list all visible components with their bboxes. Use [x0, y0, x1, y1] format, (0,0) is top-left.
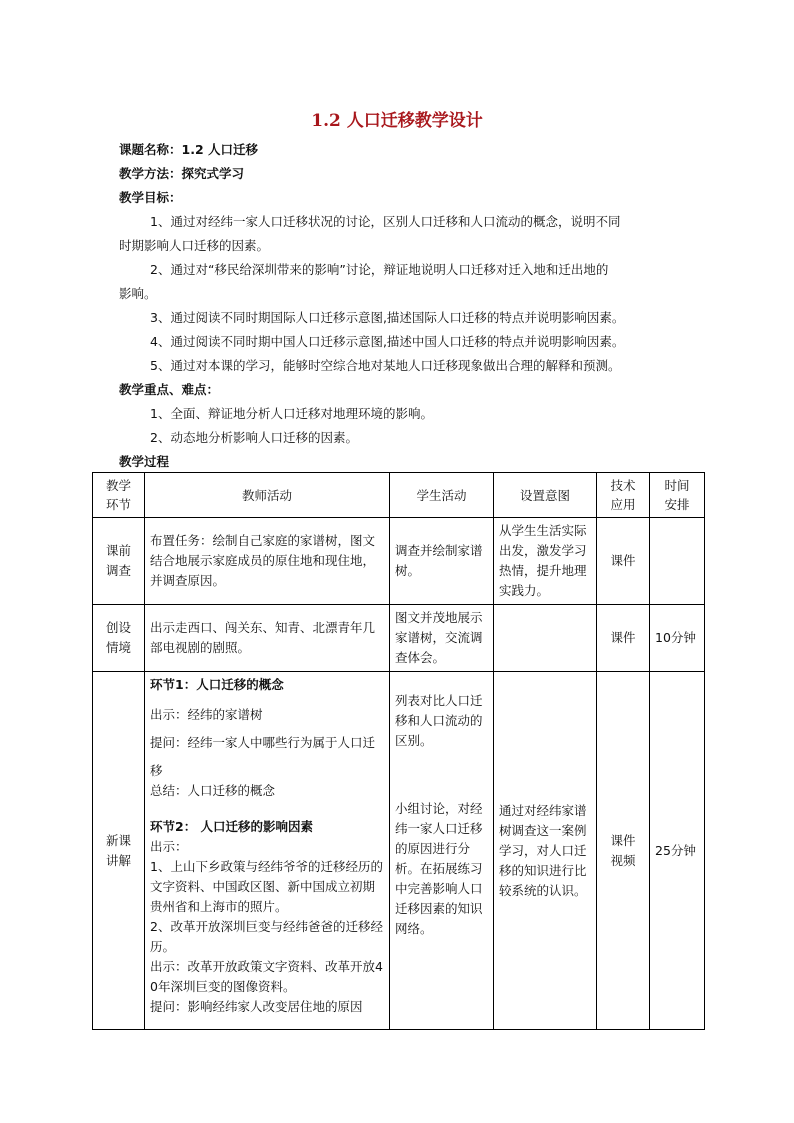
teacher-line: 总结：人口迁移的概念	[150, 783, 276, 798]
student-cell: 调查并绘制家谱树。	[390, 518, 494, 605]
goal-line: 影响。	[119, 286, 157, 301]
teacher-line: 提问：影响经纬家人改变居住地的原因	[150, 999, 363, 1014]
header-tech: 技术 应用	[597, 473, 650, 518]
goal-line: 1、通过对经纬一家人口迁移状况的讨论，区别人口迁移和人口流动的概念，说明不同	[150, 214, 621, 229]
time-cell: 10分钟	[650, 605, 705, 672]
table-row	[93, 605, 705, 672]
goal-line: 2、通过对“移民给深圳带来的影响”讨论，辩证地说明人口迁移对迁入地和迁出地的	[150, 262, 609, 277]
goal-line: 3、通过阅读不同时期国际人口迁移示意图,描述国际人口迁移的特点并说明影响因素。	[150, 310, 625, 325]
process-heading: 教学过程	[119, 454, 170, 469]
header-student: 学生活动	[390, 473, 494, 518]
section-title: 环节1：人口迁移的概念	[150, 677, 284, 692]
method-line: 教学方法：探究式学习	[119, 166, 245, 181]
table-row	[93, 672, 705, 1030]
teacher-line: 提问：经纬一家人中哪些行为属于人口迁移	[150, 735, 376, 778]
table-header-row	[93, 473, 705, 518]
teacher-cell	[145, 672, 390, 1030]
time-cell	[650, 518, 705, 605]
stage-cell: 创设 情境	[93, 605, 145, 672]
goals-heading: 教学目标：	[119, 190, 182, 205]
goal-line: 4、通过阅读不同时期中国人口迁移示意图,描述中国人口迁移的特点并说明影响因素。	[150, 334, 625, 349]
key-line: 1、全面、辩证地分析人口迁移对地理环境的影响。	[150, 406, 433, 421]
header-stage: 教学 环节	[93, 473, 145, 518]
goal-line: 时期影响人口迁移的因素。	[119, 238, 270, 253]
time-cell: 25分钟	[650, 672, 705, 1030]
topic-line: 课题名称：1.2 人口迁移	[119, 142, 258, 157]
header-intent: 设置意图	[494, 473, 597, 518]
stage-cell: 新课 讲解	[93, 672, 145, 1030]
section-body	[150, 701, 384, 801]
teacher-cell: 布置任务：绘制自己家庭的家谱树，图文结合地展示家庭成员的原住地和现住地，并调查原因。	[145, 518, 390, 605]
student-text: 小组讨论，对经纬一家人口迁移的原因进行分析。在拓展练习中完善影响人口迁移因素的知识网络。	[395, 801, 483, 936]
header-time: 时间 安排	[650, 473, 705, 518]
teacher-line: 出示：经纬的家谱树	[150, 707, 263, 722]
intent-cell: 从学生生活实际出发，激发学习热情，提升地理实践力。	[494, 518, 597, 605]
student-cell: 图文并茂地展示家谱树，交流调查体会。	[390, 605, 494, 672]
intent-cell	[494, 605, 597, 672]
tech-cell: 课件 视频	[597, 672, 650, 1030]
teacher-line: 出示：	[150, 839, 188, 854]
stage-cell: 课前 调查	[93, 518, 145, 605]
tech-cell: 课件	[597, 518, 650, 605]
teacher-line: 2、改革开放深圳巨变与经纬爸爸的迁移经历。	[150, 919, 383, 954]
teacher-cell: 出示走西口、闯关东、知青、北漂青年几部电视剧的剧照。	[145, 605, 390, 672]
tech-cell: 课件	[597, 605, 650, 672]
teacher-line: 出示：改革开放政策文字资料、改革开放40年深圳巨变的图像资料。	[150, 959, 383, 994]
student-text: 列表对比人口迁移和人口流动的区别。	[395, 693, 483, 748]
document-title: 1.2 人口迁移教学设计	[311, 111, 483, 131]
table-row	[93, 518, 705, 605]
section-title: 环节2： 人口迁移的影响因素	[150, 819, 314, 834]
key-heading: 教学重点、难点：	[119, 382, 220, 397]
teacher-line: 1、上山下乡政策与经纬爷爷的迁移经历的文字资料、中国政区图、新中国成立初期贵州省和上海市的照片。	[150, 859, 383, 914]
key-line: 2、动态地分析影响人口迁移的因素。	[150, 430, 358, 445]
goal-line: 5、通过对本课的学习，能够时空综合地对某地人口迁移现象做出合理的解释和预测。	[150, 358, 621, 373]
lesson-plan-table	[92, 472, 705, 1030]
header-teacher: 教师活动	[145, 473, 390, 518]
student-cell	[390, 672, 494, 1030]
intent-cell: 通过对经纬家谱树调查这一案例学习，对人口迁移的知识进行比较系统的认识。	[494, 672, 597, 1030]
